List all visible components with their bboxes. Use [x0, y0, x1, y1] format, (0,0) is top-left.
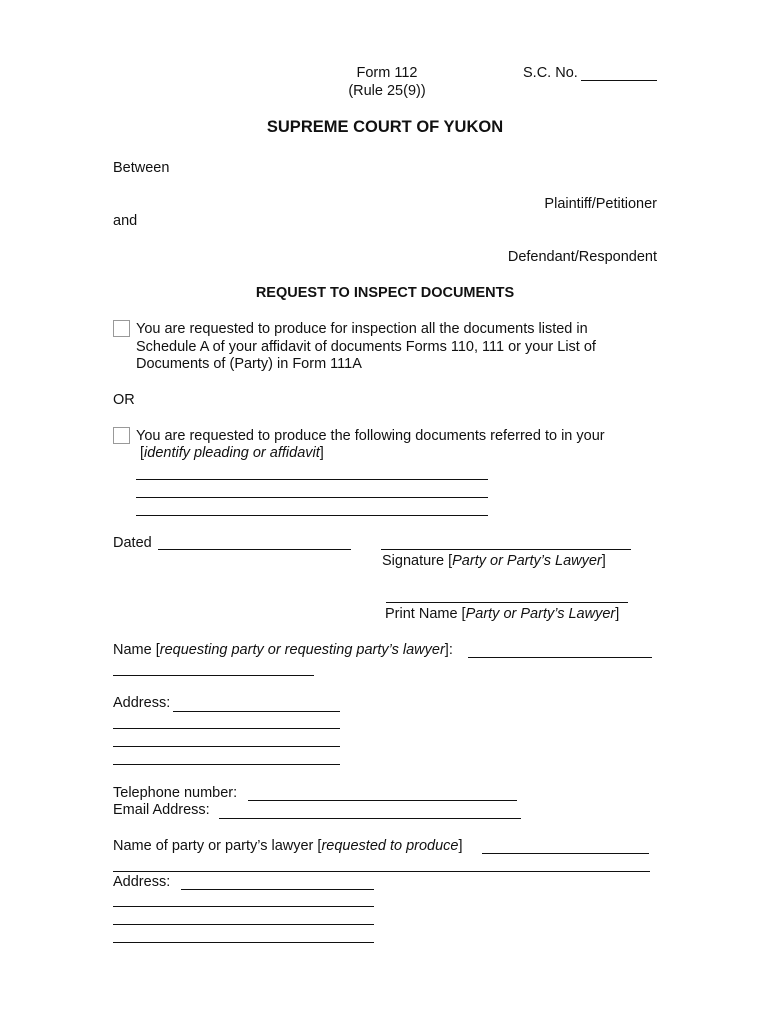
signature-field[interactable]	[381, 549, 631, 550]
requesting-address-label: Address:	[113, 695, 171, 711]
rule-reference: (Rule 25(9))	[348, 83, 426, 99]
between-label: Between	[113, 160, 170, 176]
document-line[interactable]	[136, 479, 488, 480]
requesting-name-label: Name [requesting party or requesting party’s lawyer]:	[113, 642, 453, 658]
telephone-field[interactable]	[248, 800, 517, 801]
option1-checkbox[interactable]	[113, 320, 130, 337]
print-name-field[interactable]	[386, 602, 628, 603]
document-title: REQUEST TO INSPECT DOCUMENTS	[255, 285, 515, 301]
producing-name-field[interactable]	[482, 853, 649, 854]
requesting-address-line[interactable]	[113, 728, 340, 729]
producing-name-field-continued[interactable]	[113, 871, 650, 872]
producing-address-label: Address:	[113, 874, 171, 890]
email-field[interactable]	[219, 818, 521, 819]
defendant-label: Defendant/Respondent	[507, 249, 657, 265]
requesting-name-field-continued[interactable]	[113, 675, 314, 676]
option2-line1: You are requested to produce the following documents referred to in your	[136, 428, 605, 444]
option2-line2: [identify pleading or affidavit]	[140, 445, 324, 461]
email-label: Email Address:	[113, 802, 210, 818]
form-number: Form 112	[356, 65, 418, 81]
sc-number-label: S.C. No.	[523, 65, 578, 81]
producing-name-label: Name of party or party’s lawyer [requested to produce]	[113, 838, 463, 854]
document-line[interactable]	[136, 497, 488, 498]
or-label: OR	[113, 392, 135, 408]
option2-checkbox[interactable]	[113, 427, 130, 444]
producing-address-line[interactable]	[113, 924, 374, 925]
requesting-name-field[interactable]	[468, 657, 652, 658]
option1-line2: Schedule A of your affidavit of documents Forms 110, 111 or your List of	[136, 339, 596, 355]
court-title: SUPREME COURT OF YUKON	[266, 118, 504, 136]
requesting-address-line[interactable]	[173, 711, 340, 712]
sc-number-field[interactable]	[581, 80, 657, 81]
document-line[interactable]	[136, 515, 488, 516]
requesting-address-line[interactable]	[113, 764, 340, 765]
producing-address-line[interactable]	[113, 942, 374, 943]
print-name-label: Print Name [Party or Party’s Lawyer]	[385, 606, 620, 622]
telephone-label: Telephone number:	[113, 785, 238, 801]
requesting-address-line[interactable]	[113, 746, 340, 747]
and-label: and	[113, 213, 138, 229]
producing-address-line[interactable]	[113, 906, 374, 907]
dated-label: Dated	[113, 535, 152, 551]
dated-field[interactable]	[158, 549, 351, 550]
option1-line1: You are requested to produce for inspection all the documents listed in	[136, 321, 588, 337]
producing-address-line[interactable]	[181, 889, 374, 890]
option1-line3: Documents of (Party) in Form 111A	[136, 356, 362, 372]
signature-label: Signature [Party or Party’s Lawyer]	[382, 553, 606, 569]
plaintiff-label: Plaintiff/Petitioner	[544, 196, 657, 212]
